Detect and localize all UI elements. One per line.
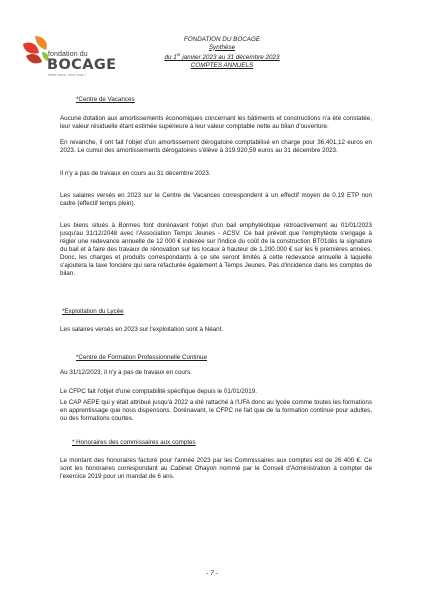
section-title-centre-vacances: *Centre de Vacances xyxy=(76,96,135,103)
paragraph-vacances-derogatoire: En revanche, il ont fait l'objet d'un amortissement dérogatoire comptabilisé en charge pour 36.401,12 euros en 2023. Le cumul des amortissements dérogatoires s'élève à 319.920,59 euros au 31 décembre 2023. xyxy=(60,139,372,155)
fondation-logo xyxy=(20,34,132,78)
paragraph-lycee-salaires: Les salaires versés en 2023 sur l'exploitation sont à Néant. xyxy=(60,326,224,333)
paragraph-vacances-travaux: Il n'y a pas de travaux en cours au 31 décembre 2023. xyxy=(60,170,211,177)
paragraph-formation-cfpc: Le CFPC fait l'objet d'une comptabilité spécifique depuis le 01/01/2019. xyxy=(60,388,257,395)
paragraph-formation-cap-aepe: Le CAP AEPE qui y était attribué jusqu'à 2022 a été rattaché à l'UFA donc au lycée comme toutes les formations en apprentissage que nous dispensons. Dorénavant, le CFPC ne fait que de la formation continue pour adultes, ou des formations courtes. xyxy=(60,399,372,423)
logo-big-text: BOCAGE xyxy=(47,57,117,73)
header-comptes-annuels: COMPTES ANNUELS xyxy=(190,61,254,69)
section-title-honoraires: * Honoraires des commissaires aux comptes xyxy=(72,439,196,446)
page-number: - 7 - xyxy=(205,570,219,577)
section-title-exploitation-lycee: *Exploitation du Lycée xyxy=(62,308,124,315)
paragraph-honoraires: Le montant des honoraires facturé pour l'année 2023 par les Commissaires aux comptes est de 26 400 €. Ce sont les honoraires correspondant au Cabinet Ohayon nommé par le Conseil d'Administration à compter de l'exercice 2019 pour un mandat de 6 ans. xyxy=(60,457,372,481)
paragraph-formation-travaux: Au 31/12/2023, il n'y a pas de travaux en cours. xyxy=(60,369,192,376)
header-organization: FONDATION DU BOCAGE xyxy=(183,36,261,43)
header-synthese: Synthèse xyxy=(208,43,236,51)
document-header xyxy=(132,36,312,69)
paragraph-vacances-amortissements: Aucune dotation aux amortissements économiques concernant les bâtiments et constructions n'a été constatée, leur valeur résiduelle étant estimée supérieure à leur valeur comptable nette au bilan d'ouverture. xyxy=(60,115,372,131)
leaf-logo-icon xyxy=(20,34,50,68)
paragraph-vacances-salaires: Les salaires versés en 2023 sur le Centre de Vacances correspondent à un effectif moyen de 0.19 ETP non cadre (effectif temps plein). xyxy=(60,192,372,208)
logo-small-text: fondation du xyxy=(48,51,88,58)
header-period: du 1er janvier 2023 au 31 décembre 2023 xyxy=(164,52,280,62)
logo-tagline: Notre force, c'est vous ! xyxy=(48,73,86,77)
paragraph-vacances-bail: Les biens situés à Bormes font dorénavant l'objet d'un bail emphytéotique rétroactivement au 01/01/2023 jusqu'au 31/12/2048 avec l'Association Temps Jeunes - ACSV. Ce bail prévoit que l'emphytéote s'engage à régler une redevance annuelle de 12 000 € indexée sur l'indice du coût de la construction BT01dès la signature du bail et à faire des travaux de rénovation sur les locaux à hauteur de 1.200.000 € sur les 6 premières années. Donc, les charges et produits correspondants à ce site seront limités à cette redevance annuelle à laquelle s'ajoutera la taxe foncière qui sera refacturée également à Temps Jeunes. Pas d'incidence dans les comptes de bilan. xyxy=(60,222,372,278)
section-title-formation-continue: *Centre de Formation Professionnelle Continue xyxy=(76,354,207,361)
